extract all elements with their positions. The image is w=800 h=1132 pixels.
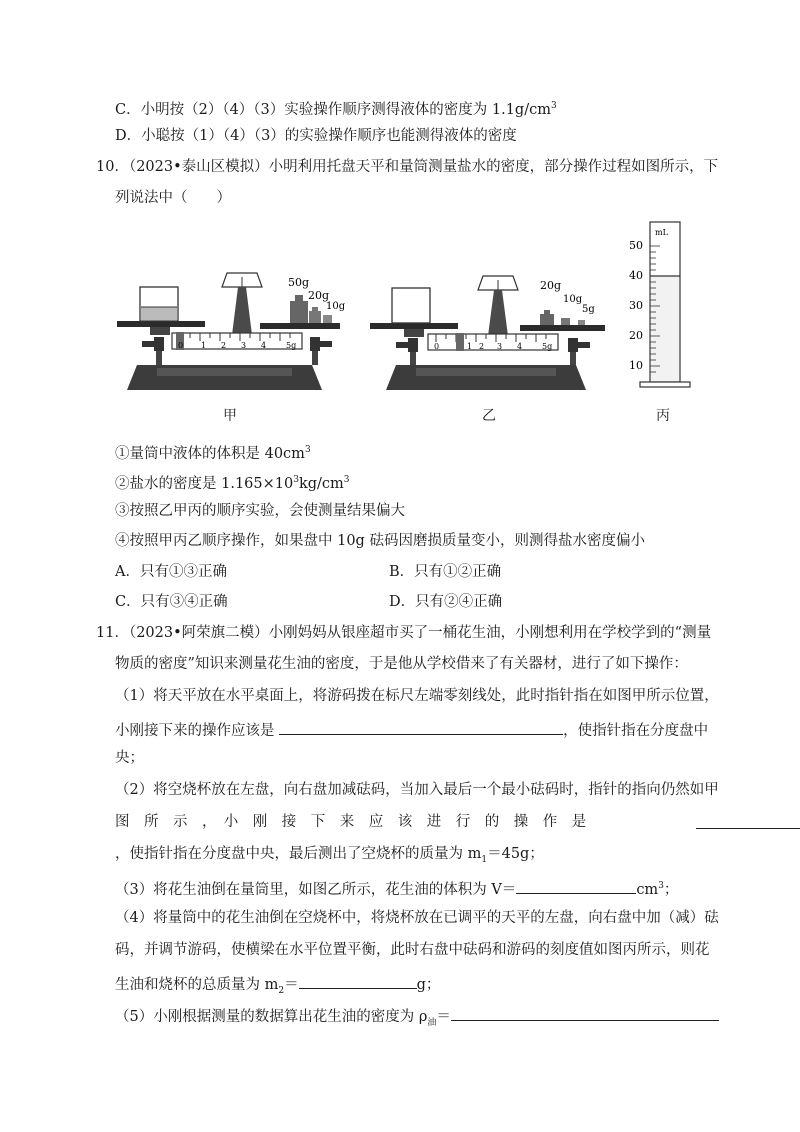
svg-text:0: 0 xyxy=(178,341,184,350)
answer-blank-5[interactable] xyxy=(451,1004,719,1021)
q10-option-d[interactable]: D．只有②④正确 xyxy=(389,594,503,610)
svg-text:30: 30 xyxy=(629,299,643,312)
weight-label-5g: 5g xyxy=(582,304,595,315)
q11-stem-line1: 11．（2023•阿荣旗二模）小刚妈妈从银座超市买了一桶花生油，小刚想利用在学校学到的“测量 xyxy=(96,625,712,641)
svg-text:5g: 5g xyxy=(542,342,553,351)
svg-text:20: 20 xyxy=(629,329,643,342)
q10-statement-3: ③按照乙甲丙的顺序实验，会使测量结果偏大 xyxy=(115,503,405,519)
q10-statement-4: ④按照甲丙乙顺序操作，如果盘中 10g 砝码因磨损质量变小，则测得盐水密度偏小 xyxy=(115,533,645,549)
svg-text:50: 50 xyxy=(629,239,643,252)
q11-part1-line1: （1）将天平放在水平桌面上，将游码拨在标尺左端零刻线处，此时指针指在如图甲所示位置， xyxy=(115,688,719,704)
svg-text:40: 40 xyxy=(629,269,643,282)
q10-option-c[interactable]: C．只有③④正确 xyxy=(115,594,228,610)
graduated-cylinder-figure-bing xyxy=(626,218,696,393)
balance-figure-jia xyxy=(112,265,346,395)
q11-part4-line1: （4）将量筒中的花生油倒在空烧杯中，将烧杯放在已调平的天平的左盘，向右盘中加（减）砝 xyxy=(115,910,719,926)
q11-part1-line3: 央； xyxy=(115,750,144,766)
q11-part4-line3: 生油和烧杯的总质量为 $m_2= g$； xyxy=(115,972,440,1001)
figure-caption-jia: 甲 xyxy=(223,408,237,424)
answer-blank-2[interactable] xyxy=(696,812,800,829)
answer-blank-4[interactable] xyxy=(299,972,417,989)
svg-text:1: 1 xyxy=(467,342,473,351)
q11-part1-line2: 小刚接下来的操作应该是 ，使指针指在分度盘中 xyxy=(115,718,708,741)
svg-text:3: 3 xyxy=(241,341,247,350)
svg-text:4: 4 xyxy=(517,342,523,351)
q11-stem-line2: 物质的密度”知识来测量花生油的密度，于是他从学校借来了有关器材，进行了如下操作： xyxy=(115,656,688,672)
svg-text:10: 10 xyxy=(629,359,643,372)
q10-stem-line2: 列说法中（ ） xyxy=(115,190,231,206)
weight-label-10g: 10g xyxy=(326,301,346,312)
q11-part2-line3: ，使指针指在分度盘中央，最后测出了空烧杯的质量为 $m_1=45g$； xyxy=(115,846,544,865)
q11-part2-line1: （2）将空烧杯放在左盘，向右盘加减砝码，当加入最后一个最小砝码时，指针的指向仍然如甲 xyxy=(115,782,719,798)
svg-text:3: 3 xyxy=(497,342,503,351)
weight-label-50g: 50g xyxy=(288,276,310,289)
q10-statement-2: ②盐水的密度是 $1.165\times 10^3kg/cm^3$ xyxy=(115,475,350,492)
answer-blank-3[interactable] xyxy=(516,877,636,894)
q10-stem-line1: 10．（2023•泰山区模拟）小明利用托盘天平和量筒测量盐水的密度，部分操作过程如图所示，下 xyxy=(96,159,719,175)
q10-option-a[interactable]: A．只有①③正确 xyxy=(115,564,227,580)
svg-text:1: 1 xyxy=(201,341,207,350)
weight-label-10g: 10g xyxy=(563,294,583,305)
answer-blank-1[interactable] xyxy=(279,718,563,735)
weight-label-20g: 20g xyxy=(308,289,330,302)
balance-figure-yi xyxy=(368,270,608,395)
svg-text:0: 0 xyxy=(434,342,440,351)
figure-caption-bing: 丙 xyxy=(656,408,670,424)
svg-text:2: 2 xyxy=(221,341,227,350)
svg-text:4: 4 xyxy=(261,341,267,350)
svg-text:2: 2 xyxy=(479,342,485,351)
svg-text:5g: 5g xyxy=(286,341,297,350)
q9-option-d: D．小聪按（1）（4）（3）的实验操作顺序也能测得液体的密度 xyxy=(115,128,517,144)
q11-part2-line2: 图 所 示 ， 小 刚 接 下 来 应 该 进 行 的 操 作 是 xyxy=(115,814,587,830)
figure-caption-yi: 乙 xyxy=(482,408,496,424)
weight-label-20g: 20g xyxy=(540,279,562,292)
cylinder-unit-label: mL xyxy=(655,228,668,237)
q11-part4-line2: 码，并调节游码，使横梁在水平位置平衡，此时右盘中砝码和游码的刻度值如图丙所示，则花 xyxy=(115,942,710,958)
q11-part5: （5）小刚根据测量的数据算出花生油的密度为 $\rho_油=$ xyxy=(115,1004,719,1033)
q9-option-c: C．小明按（2）（4）（3）实验操作顺序测得液体的密度为 $1.1g/cm^3$ xyxy=(115,101,557,118)
q11-part3: （3）将花生油倒在量筒里，如图乙所示，花生油的体积为 $V= cm^3$； xyxy=(115,876,678,900)
q10-statement-1: ①量筒中液体的体积是 $40cm^3$ xyxy=(115,445,311,462)
q10-option-b[interactable]: B．只有①②正确 xyxy=(389,564,502,580)
